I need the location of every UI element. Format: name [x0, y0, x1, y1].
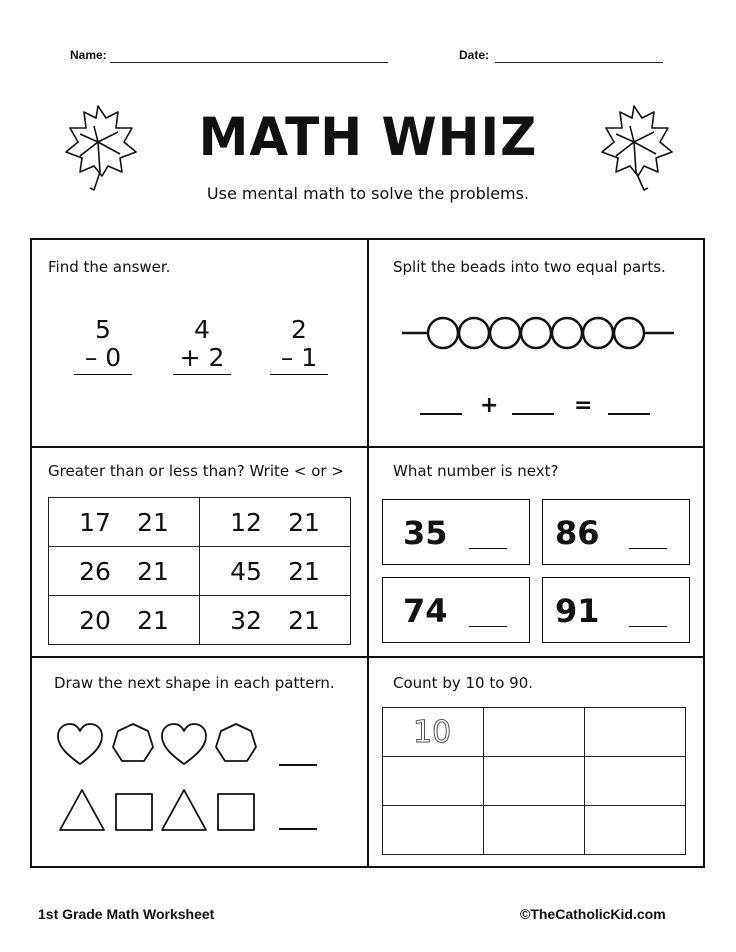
problem-3-bottom: 1	[301, 343, 318, 372]
page-title: MATH WHIZ	[198, 106, 538, 168]
bead-equals-sign: =	[574, 393, 593, 418]
compare-row	[49, 596, 351, 645]
pattern-2-answer-blank[interactable]	[279, 828, 317, 830]
compare-row	[49, 498, 351, 547]
pattern-row-2	[58, 788, 268, 834]
compare-right-number: 21	[137, 556, 169, 586]
next-number-box	[542, 499, 690, 565]
bead-part-2-blank[interactable]	[512, 413, 554, 415]
compare-cell[interactable]	[49, 547, 200, 596]
problem-2-bottom: 2	[208, 343, 225, 372]
pattern-1-answer-blank[interactable]	[279, 764, 317, 766]
count-by-title: Count by 10 to 90.	[393, 674, 534, 692]
count-cell[interactable]	[585, 757, 686, 806]
count-cell[interactable]	[585, 708, 686, 757]
grid-divider-row1	[30, 446, 705, 448]
beads-title: Split the beads into two equal parts.	[393, 258, 666, 276]
name-label: Name:	[70, 48, 107, 62]
compare-left-number: 20	[79, 605, 111, 635]
compare-cell[interactable]	[200, 596, 351, 645]
traced-number: 10	[413, 714, 452, 750]
compare-title: Greater than or less than? Write < or >	[48, 462, 344, 480]
footer-left: 1st Grade Math Worksheet	[38, 906, 215, 922]
problem-1	[68, 316, 138, 375]
problem-1-top: 5	[95, 315, 111, 344]
problem-3-operator: –	[280, 343, 294, 372]
problem-3	[264, 316, 334, 375]
bead-icon	[583, 318, 613, 348]
problem-3-answer-line[interactable]	[270, 374, 328, 375]
count-row	[383, 757, 686, 806]
heart-icon	[58, 724, 102, 764]
date-line[interactable]	[495, 62, 663, 63]
bead-icon	[490, 318, 520, 348]
next-number-blank[interactable]	[629, 548, 667, 549]
bead-total-blank[interactable]	[608, 413, 650, 415]
count-cell[interactable]	[383, 806, 484, 855]
count-cell[interactable]	[484, 757, 585, 806]
count-cell[interactable]	[585, 806, 686, 855]
compare-left-number: 45	[230, 556, 262, 586]
heart-icon	[162, 724, 206, 764]
next-number-blank[interactable]	[469, 548, 507, 549]
bead-icon	[521, 318, 551, 348]
problem-2-top: 4	[194, 315, 210, 344]
compare-right-number: 21	[288, 507, 320, 537]
compare-cell[interactable]	[49, 596, 200, 645]
problem-1-answer-line[interactable]	[74, 374, 132, 375]
compare-cell[interactable]	[200, 547, 351, 596]
count-cell[interactable]	[383, 708, 484, 757]
name-line[interactable]	[110, 62, 388, 63]
find-answer-title: Find the answer.	[48, 258, 171, 276]
count-row	[383, 708, 686, 757]
grid-divider-row2	[30, 656, 705, 658]
bead-part-1-blank[interactable]	[420, 413, 462, 415]
count-cell[interactable]	[484, 708, 585, 757]
count-cell[interactable]	[383, 757, 484, 806]
bead-icon	[614, 318, 644, 348]
square-icon	[116, 794, 152, 830]
compare-row	[49, 547, 351, 596]
compare-cell[interactable]	[200, 498, 351, 547]
compare-cell[interactable]	[49, 498, 200, 547]
heptagon-icon	[216, 724, 256, 761]
compare-right-number: 21	[137, 507, 169, 537]
count-cell[interactable]	[484, 806, 585, 855]
compare-right-number: 21	[288, 556, 320, 586]
triangle-icon	[162, 790, 206, 830]
bead-icon	[459, 318, 489, 348]
next-number-blank[interactable]	[469, 626, 507, 627]
triangle-icon	[60, 790, 104, 830]
next-number-title: What number is next?	[393, 462, 559, 480]
next-number-box	[382, 499, 530, 565]
bead-icon	[428, 318, 458, 348]
compare-left-number: 12	[230, 507, 262, 537]
problem-1-bottom: 0	[105, 343, 122, 372]
date-label: Date:	[459, 48, 490, 62]
compare-right-number: 21	[288, 605, 320, 635]
compare-left-number: 17	[79, 507, 111, 537]
patterns-title: Draw the next shape in each pattern.	[54, 674, 335, 692]
next-number-value: 74	[403, 592, 448, 630]
heptagon-icon	[113, 724, 153, 761]
next-number-value: 86	[555, 514, 600, 552]
next-number-box	[542, 577, 690, 643]
compare-left-number: 26	[79, 556, 111, 586]
problem-2-answer-line[interactable]	[173, 374, 231, 375]
pattern-row-1	[56, 722, 266, 772]
next-number-box	[382, 577, 530, 643]
bead-string	[398, 316, 678, 350]
next-number-value: 35	[403, 514, 448, 552]
next-number-value: 91	[555, 592, 600, 630]
count-row	[383, 806, 686, 855]
problem-2	[167, 316, 237, 375]
bead-plus-sign: +	[480, 393, 499, 418]
bead-icon	[552, 318, 582, 348]
grid-divider-vertical	[367, 238, 369, 868]
problem-2-operator: +	[179, 343, 201, 372]
compare-table	[48, 497, 351, 645]
square-icon	[218, 794, 254, 830]
page-subtitle: Use mental math to solve the problems.	[206, 184, 530, 203]
compare-left-number: 32	[230, 605, 262, 635]
compare-right-number: 21	[137, 605, 169, 635]
problem-1-operator: –	[84, 343, 98, 372]
next-number-blank[interactable]	[629, 626, 667, 627]
problem-3-top: 2	[291, 315, 307, 344]
count-grid	[382, 707, 686, 855]
footer-right: ©TheCatholicKid.com	[520, 906, 666, 922]
